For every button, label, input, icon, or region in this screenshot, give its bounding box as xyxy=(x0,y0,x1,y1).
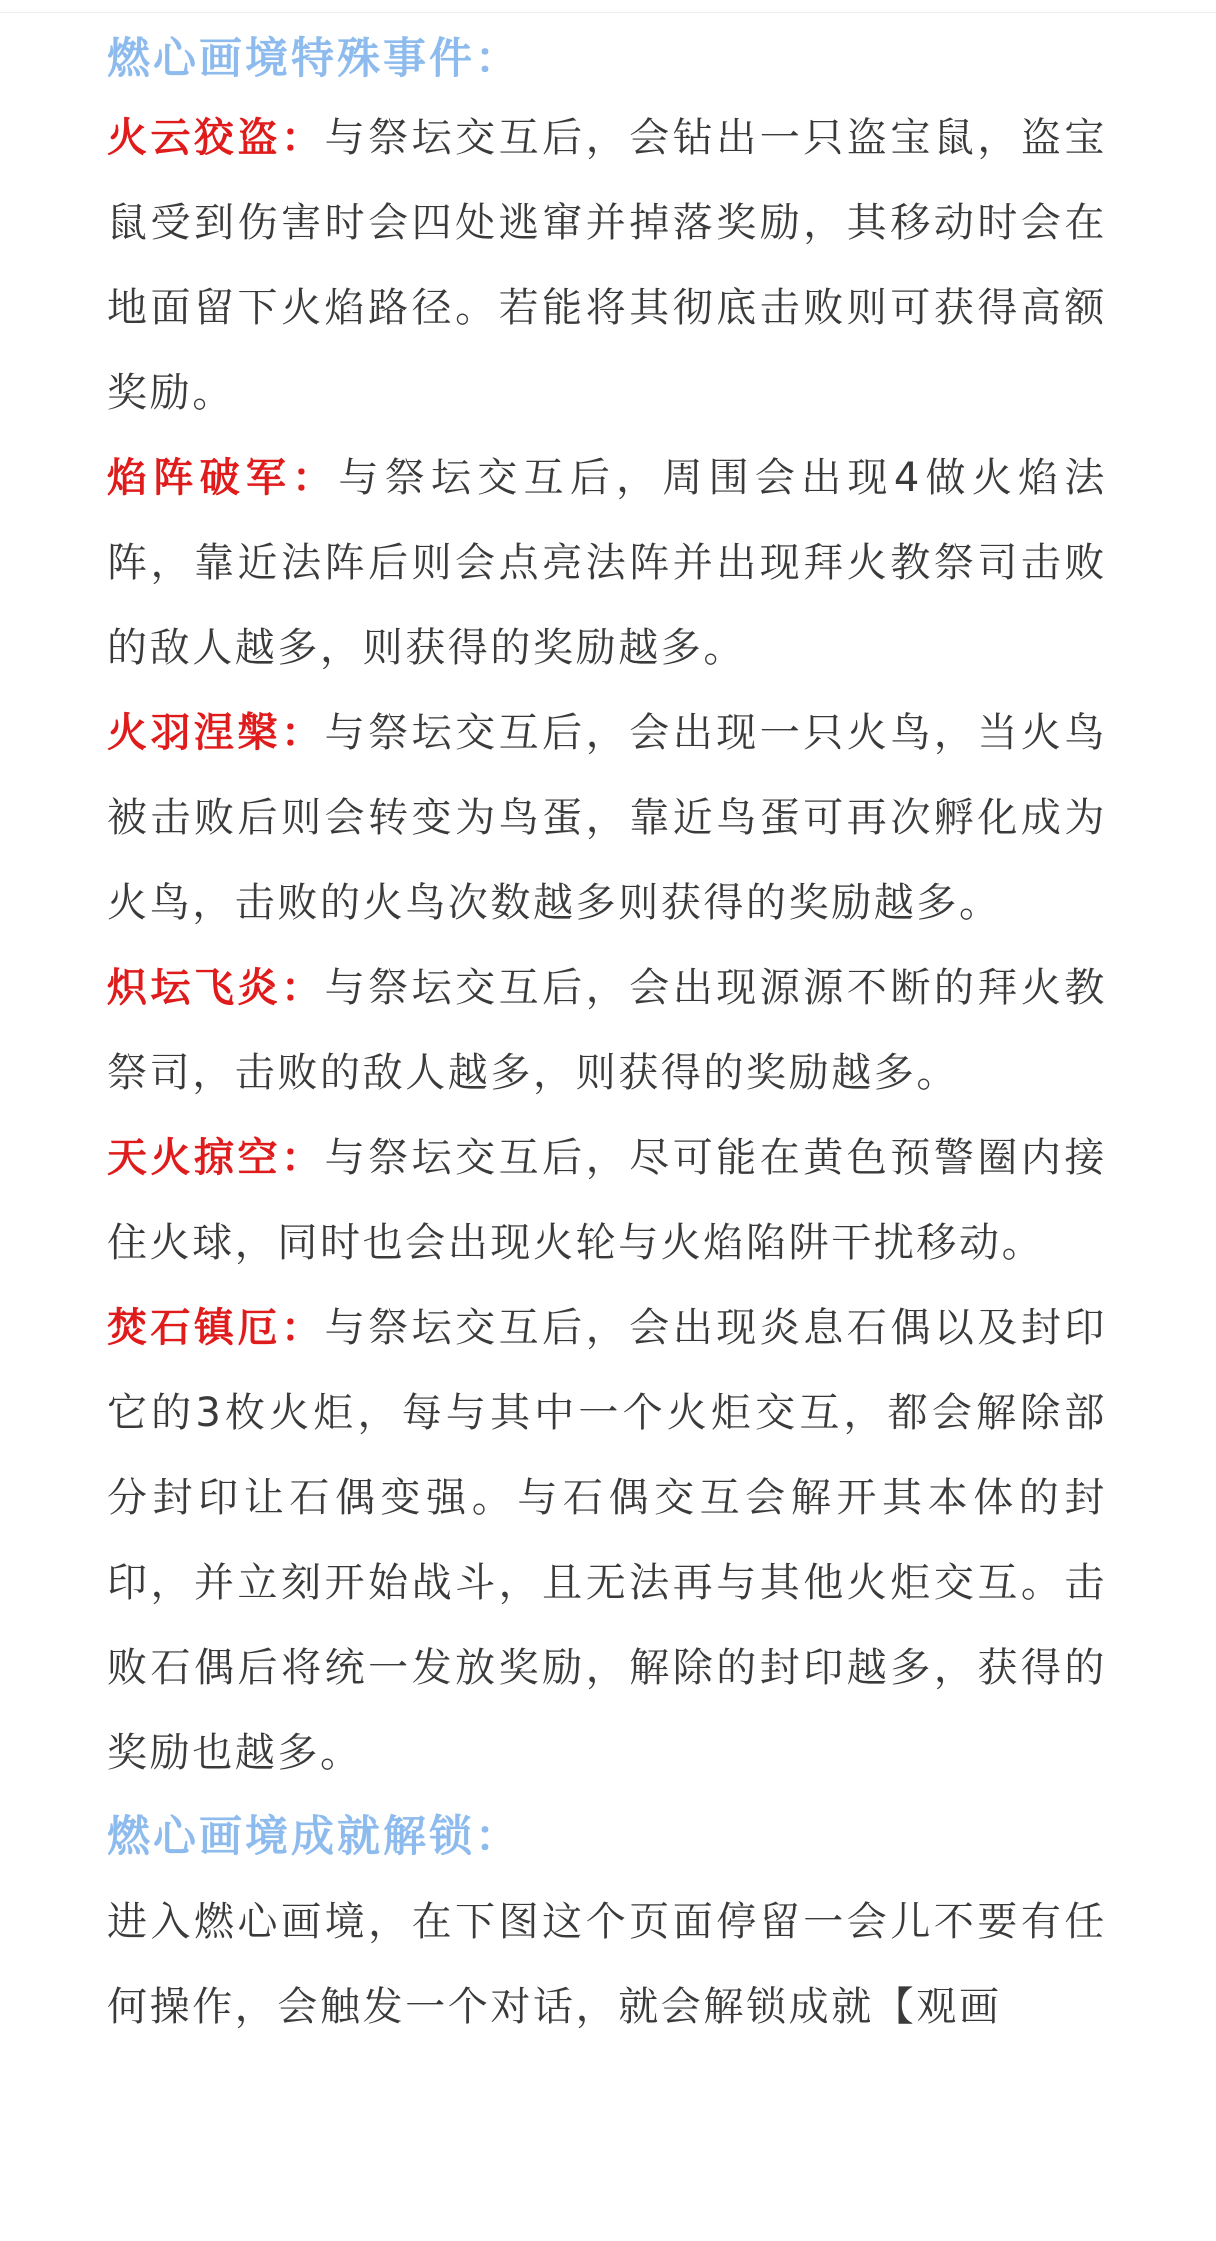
event-item xyxy=(107,1116,1107,1286)
event-item xyxy=(107,1286,1107,1796)
event-description: 与祭坛交互后，会出现源源不断的拜火教祭司，击败的敌人越多，则获得的奖励越多。 xyxy=(107,965,1107,1096)
event-item xyxy=(107,436,1107,691)
event-description: 与祭坛交互后，会出现一只火鸟，当火鸟被击败后则会转变为鸟蛋，靠近鸟蛋可再次孵化成为火鸟，击败的火鸟次数越多则获得的奖励越多。 xyxy=(107,710,1107,926)
event-name: 焰阵破军： xyxy=(107,455,339,501)
event-name: 天火掠空： xyxy=(107,1135,325,1181)
event-name: 火云狡盗： xyxy=(107,115,325,161)
event-description: 与祭坛交互后，尽可能在黄色预警圈内接住火球，同时也会出现火轮与火焰陷阱干扰移动。 xyxy=(107,1135,1107,1266)
event-description: 与祭坛交互后，会出现炎息石偶以及封印它的3枚火炬，每与其中一个火炬交互，都会解除部分封印让石偶变强。与石偶交互会解开其本体的封印，并立刻开始战斗，且无法再与其他火炬交互。击败石偶后将统一发放奖励，解除的封印越多，获得的奖励也越多。 xyxy=(107,1305,1107,1776)
events-heading: 燃心画境特殊事件： xyxy=(107,34,521,84)
top-divider xyxy=(0,0,1216,13)
event-description: 与祭坛交互后，会钻出一只盗宝鼠，盗宝鼠受到伤害时会四处逃窜并掉落奖励，其移动时会在地面留下火焰路径。若能将其彻底击败则可获得高额奖励。 xyxy=(107,115,1107,416)
achievement-heading: 燃心画境成就解锁： xyxy=(107,1812,521,1862)
event-description: 与祭坛交互后，周围会出现4做火焰法阵，靠近法阵后则会点亮法阵并出现拜火教祭司击败的敌人越多，则获得的奖励越多。 xyxy=(107,455,1107,671)
event-name: 焚石镇厄： xyxy=(107,1305,325,1351)
event-name: 炽坛飞炎： xyxy=(107,965,325,1011)
event-name: 火羽涅槃： xyxy=(107,710,325,756)
event-item xyxy=(107,96,1107,436)
event-item xyxy=(107,946,1107,1116)
achievement-paragraph: 进入燃心画境，在下图这个页面停留一会儿不要有任何操作，会触发一个对话，就会解锁成就【观画 xyxy=(107,1899,1107,2030)
article-body xyxy=(107,22,1107,2050)
event-item xyxy=(107,691,1107,946)
